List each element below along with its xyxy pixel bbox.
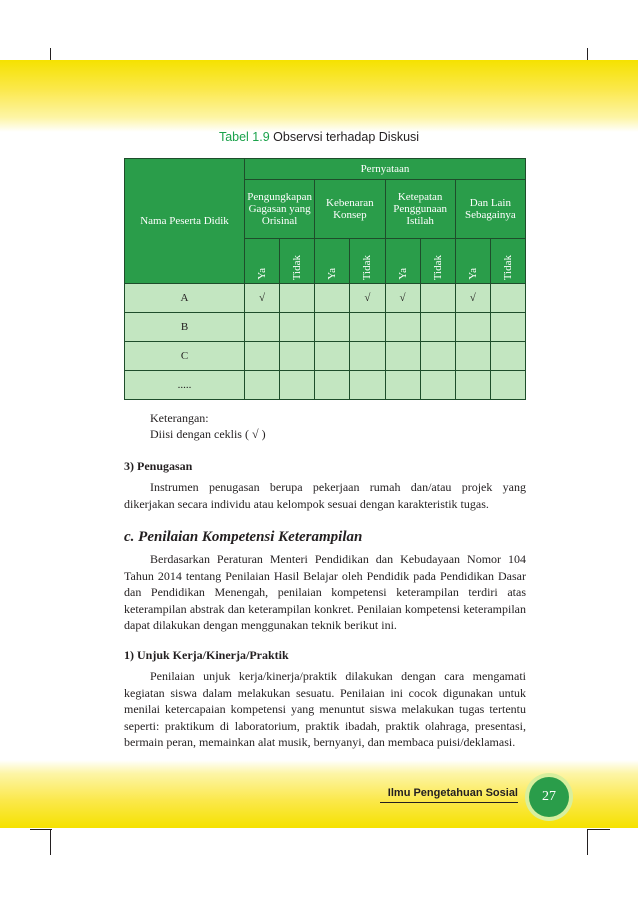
- header-group: Kebenaran Konsep: [315, 180, 385, 239]
- keterangan-note: Diisi dengan ceklis ( √ ): [150, 427, 266, 441]
- subheader-ya: Ya: [315, 239, 350, 284]
- row-cell: [385, 342, 420, 371]
- header-name: Nama Peserta Didik: [125, 159, 245, 284]
- subheader-ya: Ya: [455, 239, 490, 284]
- subheader-tidak: Tidak: [350, 239, 385, 284]
- subheader-tidak: Tidak: [490, 239, 525, 284]
- row-name: .....: [125, 371, 245, 400]
- penugasan-heading: 3) Penugasan: [124, 459, 193, 473]
- header-group: Pengungkapan Gagasan yang Orisinal: [245, 180, 315, 239]
- row-cell: [280, 342, 315, 371]
- row-cell: [315, 313, 350, 342]
- crop-mark: [30, 829, 52, 830]
- row-cell: [455, 313, 490, 342]
- penugasan-body: Instrumen penugasan berupa pekerjaan rumah dan/atau projek yang dikerjakan secara individu atau kelompok sesuai dengan karakteristik tugas.: [124, 480, 526, 511]
- row-cell: [315, 371, 350, 400]
- header-group: Dan Lain Sebagainya: [455, 180, 525, 239]
- row-cell: √: [385, 284, 420, 313]
- row-cell: [350, 371, 385, 400]
- row-cell: √: [455, 284, 490, 313]
- row-cell: [280, 371, 315, 400]
- table-caption-text: Observsi terhadap Diskusi: [273, 130, 420, 144]
- row-cell: [245, 371, 280, 400]
- row-cell: [455, 342, 490, 371]
- section-c-heading: c. Penilaian Kompetensi Keterampilan: [124, 529, 363, 545]
- section-c-body: Berdasarkan Peraturan Menteri Pendidikan dan Kebudayaan Nomor 104 Tahun 2014 tentang Penilaian Hasil Belajar oleh Pendidik pada Pendidikan Dasar dan Pendidikan Menengah, penilaian kompetensi keterampilan terdiri atas keterampilan abstrak dan keterampilan konkret. Penilaian kompetensi keterampilan dapat dilakukan dengan menggunakan teknik berikut ini.: [124, 552, 526, 633]
- header-pernyataan: Pernyataan: [245, 159, 526, 180]
- row-cell: [385, 371, 420, 400]
- row-cell: [420, 284, 455, 313]
- row-cell: [315, 342, 350, 371]
- unjuk-kerja-body: Penilaian unjuk kerja/kinerja/praktik dilakukan dengan cara mengamati kegiatan siswa dalam melakukan sesuatu. Penilaian ini cocok digunakan untuk menilai ketercapaian kompetensi yang menuntut siswa melakukan tugas tertentu seperti: praktikum di laboratorium, praktik ibadah, praktik olahraga, presentasi, bermain peran, memainkan alat musik, bernyanyi, dan membaca puisi/deklamasi.: [124, 669, 526, 750]
- row-cell: [455, 371, 490, 400]
- subheader-tidak: Tidak: [280, 239, 315, 284]
- page-number: 27: [529, 777, 569, 817]
- row-cell: [420, 342, 455, 371]
- footer-rule: [380, 802, 518, 803]
- row-cell: [490, 313, 525, 342]
- table-caption: [0, 130, 638, 144]
- row-cell: [315, 284, 350, 313]
- row-cell: [490, 342, 525, 371]
- footer-book-title: Ilmu Pengetahuan Sosial: [387, 787, 518, 799]
- row-cell: [420, 371, 455, 400]
- crop-mark: [588, 829, 610, 830]
- row-cell: [280, 284, 315, 313]
- row-cell: √: [350, 284, 385, 313]
- crop-mark: [587, 829, 588, 855]
- subheader-tidak: Tidak: [420, 239, 455, 284]
- row-cell: [420, 313, 455, 342]
- table-caption-number: Tabel 1.9: [218, 130, 270, 144]
- unjuk-kerja-heading: 1) Unjuk Kerja/Kinerja/Praktik: [124, 648, 289, 662]
- table-row: [125, 313, 526, 342]
- table-row: [125, 371, 526, 400]
- observation-table: [124, 158, 526, 400]
- keterangan-label: Keterangan:: [150, 411, 209, 425]
- table-row: [125, 284, 526, 313]
- row-cell: [245, 313, 280, 342]
- row-cell: [490, 284, 525, 313]
- subheader-ya: Ya: [245, 239, 280, 284]
- row-cell: [280, 313, 315, 342]
- table-header-row: [125, 159, 526, 180]
- row-cell: [350, 313, 385, 342]
- top-decorative-band: [0, 60, 638, 132]
- row-cell: [350, 342, 385, 371]
- row-name: C: [125, 342, 245, 371]
- row-cell: √: [245, 284, 280, 313]
- row-name: B: [125, 313, 245, 342]
- row-cell: [245, 342, 280, 371]
- header-group: Ketepatan Penggunaan Istilah: [385, 180, 455, 239]
- table-row: [125, 342, 526, 371]
- row-cell: [385, 313, 420, 342]
- row-name: A: [125, 284, 245, 313]
- crop-mark: [50, 829, 51, 855]
- row-cell: [490, 371, 525, 400]
- subheader-ya: Ya: [385, 239, 420, 284]
